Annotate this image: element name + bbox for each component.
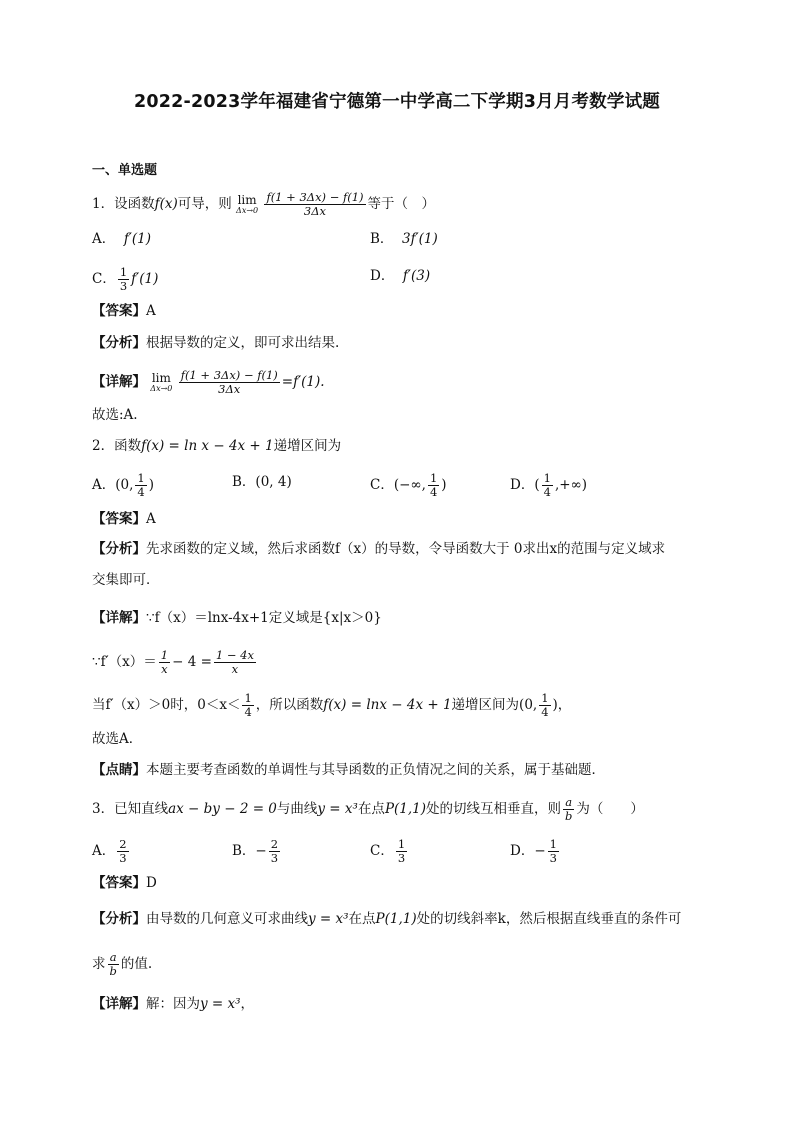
- q1-option-a: [92, 229, 151, 249]
- option-label: C．: [370, 843, 394, 859]
- analysis-pre: 求: [92, 956, 106, 972]
- frac-den: 4: [137, 485, 145, 499]
- option-value: f′(1): [123, 231, 152, 247]
- q1-option-c: [92, 266, 158, 293]
- option-label: A．: [92, 843, 116, 859]
- interval-post: )，: [552, 697, 572, 713]
- option-sign: −: [534, 843, 546, 859]
- frac-num: f(1 + 3Δx) − f(1): [180, 368, 278, 382]
- q3-curve: y = x³: [317, 801, 358, 817]
- detail-pre: 解：因为: [146, 996, 200, 1012]
- q1-answer: [92, 301, 156, 321]
- answer-tag: 【答案】: [92, 875, 146, 891]
- frac-num: 1: [541, 691, 549, 705]
- frac-num: 1: [429, 471, 438, 485]
- q2-option-a: [92, 472, 154, 499]
- q1-conclusion: 故选:A.: [92, 407, 138, 423]
- detail-result: =f′(1).: [281, 374, 325, 390]
- q2-conclusion: 故选A．: [92, 731, 143, 747]
- frac-den: 3: [119, 851, 127, 865]
- frac-num: 2: [270, 837, 279, 851]
- detail-mid: ，所以函数: [255, 697, 324, 713]
- q1-fraction: [264, 191, 365, 218]
- analysis-tag: 【分析】: [92, 335, 146, 351]
- option-label: D．: [510, 843, 535, 859]
- q3-option-b: [232, 838, 282, 865]
- analysis-pre: 由导数的几何意义可求曲线: [146, 911, 308, 927]
- q2-expr: f(x) = ln x − 4x + 1: [141, 438, 274, 454]
- q1-option-d: [370, 266, 430, 286]
- q3-ratio: [563, 796, 574, 823]
- analysis-mid: 在点: [348, 911, 376, 927]
- q3-post: 为（ ）: [576, 801, 644, 817]
- q3-mid2: 在点: [357, 801, 385, 817]
- option-post: ,+∞): [554, 477, 588, 493]
- option-pre: (: [534, 477, 540, 493]
- frac-num: 1 − 4x: [215, 648, 254, 662]
- lim-sub: Δx→0: [236, 205, 259, 215]
- q3-answer: [92, 873, 157, 893]
- option-fraction: [117, 838, 128, 865]
- detail-text: ∵f（x）＝lnx-4x+1定义域是{x|x＞0}: [146, 610, 382, 626]
- q3-analysis-2: [92, 951, 152, 978]
- lim-text: lim: [237, 192, 257, 207]
- q1-mid: 可导，则: [177, 196, 232, 212]
- frac-den: 4: [244, 705, 252, 719]
- option-fraction: [428, 472, 439, 499]
- q3-point: P(1,1): [384, 801, 427, 817]
- option-post: ): [148, 477, 155, 493]
- frac-num: 1: [543, 471, 551, 485]
- analysis-point: P(1,1): [375, 911, 417, 927]
- frac-den: 3Δx: [303, 204, 327, 218]
- q2-post: 递增区间为: [273, 438, 342, 454]
- q1-pre: 1．设函数: [92, 196, 155, 212]
- q2-option-d: [510, 472, 587, 499]
- analysis-ratio: [108, 951, 119, 978]
- interval-pre: (0,: [519, 697, 538, 713]
- q3-analysis-1: [92, 909, 681, 929]
- frac-num: f(1 + 3Δx) − f(1): [266, 190, 364, 204]
- frac-num: 1: [397, 837, 406, 851]
- q2-option-c: [370, 472, 447, 499]
- q2-detail-3: [92, 692, 571, 719]
- q1-option-b: [370, 229, 438, 249]
- lim-sub: Δx→0: [150, 383, 173, 393]
- q2-stem: [92, 436, 341, 456]
- q2-detail-2: [92, 649, 258, 676]
- frac-den: b: [109, 964, 117, 978]
- section-heading: 一、单选题: [92, 163, 158, 178]
- answer-tag: 【答案】: [92, 511, 146, 527]
- q2-option-b: [232, 472, 292, 492]
- detail-pre: ∵f′（x）＝: [92, 654, 157, 670]
- frac-den: b: [565, 809, 573, 823]
- q3-line: ax − by − 2 = 0: [168, 801, 277, 817]
- q3-mid3: 处的切线互相垂直，则: [426, 801, 562, 817]
- option-label: B．: [370, 231, 394, 247]
- frac-num: 1: [137, 471, 145, 485]
- option-pre: (0,: [115, 477, 134, 493]
- option-label: C．: [92, 271, 116, 287]
- q2-pre: 2．函数: [92, 438, 142, 454]
- q2-detail-1: [92, 608, 382, 628]
- answer-tag: 【答案】: [92, 303, 146, 319]
- option-label: A．: [92, 231, 116, 247]
- frac-den: x: [231, 662, 239, 676]
- q2-analysis-1: [92, 539, 665, 559]
- q1-fx: f(x): [154, 196, 178, 212]
- frac-num: 2: [119, 837, 127, 851]
- q2-analysis-2: 交集即可．: [92, 572, 160, 588]
- q3-stem: [92, 796, 644, 823]
- detail-tag: 【详解】: [92, 374, 146, 390]
- lim-text: lim: [151, 370, 171, 385]
- answer-value: D: [146, 875, 157, 891]
- answer-value: A: [146, 511, 156, 527]
- q2-answer: [92, 509, 156, 529]
- option-value: (0, 4): [255, 474, 292, 490]
- option-label: D．: [370, 268, 395, 284]
- frac-den: 3Δx: [218, 382, 241, 396]
- q3-mid1: 与曲线: [276, 801, 318, 817]
- frac-den: x: [161, 662, 168, 676]
- detail-tag: 【详解】: [92, 996, 146, 1012]
- frac-den: 3: [119, 279, 128, 293]
- option-pre: (−∞,: [393, 477, 426, 493]
- detail-post: ，: [240, 996, 255, 1012]
- page-title: 2022-2023学年福建省宁德第一中学高二下学期3月月考数学试题: [134, 92, 660, 112]
- analysis-tag: 【分析】: [92, 911, 146, 927]
- comment-tag: 【点睛】: [92, 762, 146, 778]
- q1-detail: [92, 369, 325, 396]
- option-fraction: [118, 266, 129, 293]
- q3-option-c: [370, 838, 409, 865]
- q3-pre: 3．已知直线: [92, 801, 169, 817]
- detail-tag: 【详解】: [92, 610, 146, 626]
- frac-num: 1: [244, 691, 252, 705]
- option-label: C．: [370, 477, 394, 493]
- option-fraction: [269, 838, 280, 865]
- frac-den: 3: [549, 851, 557, 865]
- option-fraction: [135, 472, 146, 499]
- analysis-tag: 【分析】: [92, 541, 146, 557]
- option-label: D．: [510, 477, 535, 493]
- option-fraction: [542, 472, 553, 499]
- detail-post: 递增区间为: [451, 697, 520, 713]
- q3-option-a: [92, 838, 131, 865]
- analysis-post: 的值.: [120, 956, 153, 972]
- option-sign: −: [255, 843, 267, 859]
- frac-num: a: [108, 951, 119, 965]
- q1-stem: [92, 191, 435, 218]
- option-value: f′(3): [402, 268, 431, 284]
- option-label: B．: [232, 474, 256, 490]
- answer-value: A: [146, 303, 156, 319]
- option-value: 3f′(1): [402, 231, 438, 247]
- detail-mid: − 4 =: [172, 654, 212, 670]
- q1-lim: [236, 192, 259, 215]
- frac-den: 4: [429, 485, 438, 499]
- frac-den: 3: [397, 851, 406, 865]
- detail-fraction: [242, 692, 253, 719]
- frac-num: 1: [549, 837, 557, 851]
- q1-post: 等于（ ）: [367, 196, 436, 212]
- comment-text: 本题主要考查函数的单调性与其导函数的正负情况之间的关系，属于基础题．: [146, 762, 605, 778]
- q3-option-d: [510, 838, 561, 865]
- detail-curve: y = x³: [200, 996, 241, 1012]
- detail-expr: f(x) = lnx − 4x + 1: [323, 697, 452, 713]
- detail-fraction-1: [159, 649, 170, 676]
- option-value: f′(1): [131, 271, 159, 287]
- option-fraction: [548, 838, 559, 865]
- frac-num: a: [563, 796, 574, 810]
- analysis-post: 处的切线斜率k，然后根据直线垂直的条件可: [416, 911, 682, 927]
- option-label: A．: [92, 477, 116, 493]
- option-post: ): [441, 477, 447, 493]
- frac-den: 3: [270, 851, 279, 865]
- detail-fraction-2: [214, 649, 256, 676]
- option-label: B．: [232, 843, 256, 859]
- interval-fraction: [539, 692, 550, 719]
- analysis-text: 先求函数的定义域，然后求函数f（x）的导数，令导函数大于 0求出x的范围与定义域求: [146, 541, 666, 557]
- frac-num: 1: [160, 648, 169, 662]
- q3-detail: [92, 994, 254, 1014]
- detail-pre: 当f′（x）＞0时，0＜x＜: [92, 697, 241, 713]
- q2-comment: [92, 760, 605, 780]
- option-fraction: [396, 838, 407, 865]
- frac-num: 1: [119, 265, 128, 279]
- q1-detail-lim: [150, 370, 173, 393]
- analysis-text: 根据导数的定义，即可求出结果.: [146, 335, 340, 351]
- frac-den: 4: [543, 485, 551, 499]
- frac-den: 4: [541, 705, 549, 719]
- q1-detail-fraction: [179, 369, 280, 396]
- q1-analysis: [92, 333, 339, 353]
- analysis-curve: y = x³: [308, 911, 349, 927]
